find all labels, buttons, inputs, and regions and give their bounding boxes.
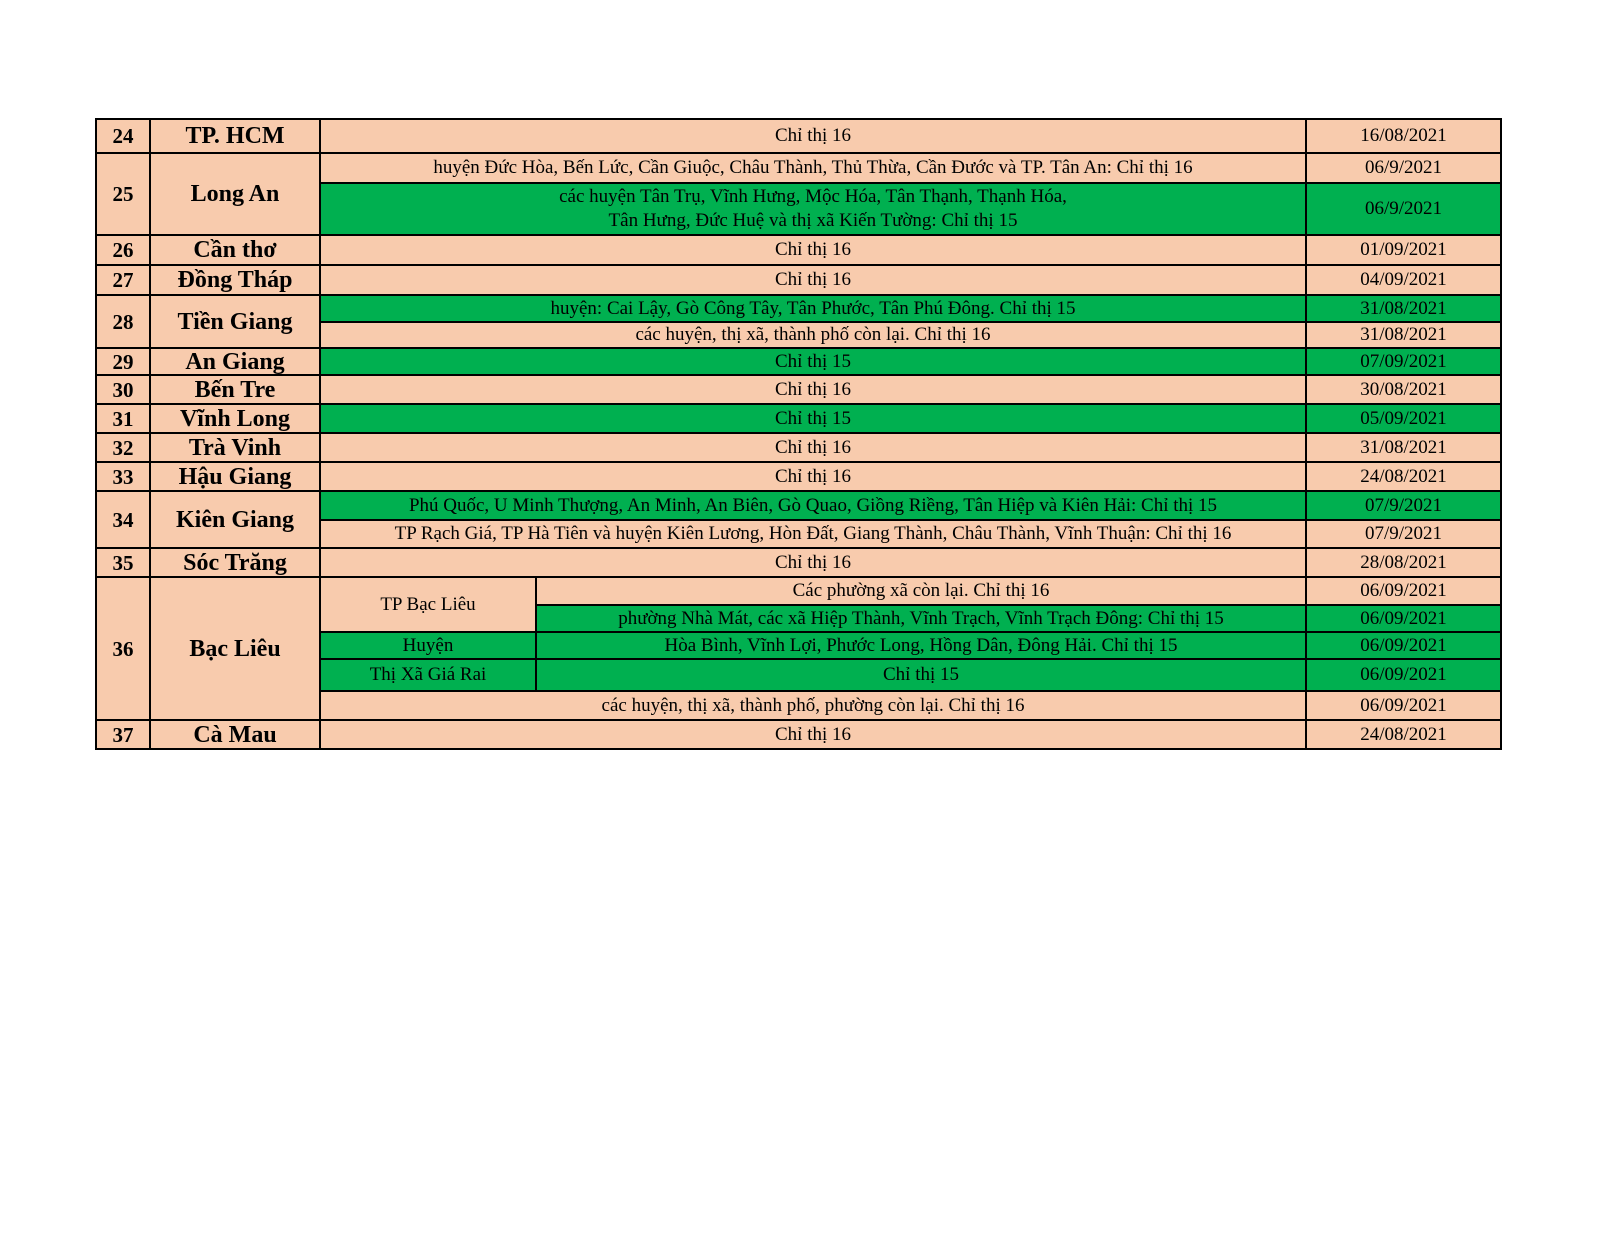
area-directive: Chỉ thị 16: [320, 433, 1306, 462]
area-directive: Chỉ thị 16: [320, 265, 1306, 295]
effective-date: 30/08/2021: [1306, 375, 1501, 404]
row-number: 35: [96, 548, 150, 577]
table-body: [96, 119, 1501, 749]
area-directive: Chỉ thị 16: [320, 548, 1306, 577]
effective-date: 31/08/2021: [1306, 433, 1501, 462]
row-number: 37: [96, 720, 150, 749]
effective-date: 06/09/2021: [1306, 632, 1501, 659]
row-number: 32: [96, 433, 150, 462]
effective-date: 01/09/2021: [1306, 235, 1501, 265]
table-row: [96, 548, 1501, 577]
area-directive: huyện: Cai Lậy, Gò Công Tây, Tân Phước, Tân Phú Đông. Chỉ thị 15: [320, 295, 1306, 322]
province-name: Đồng Tháp: [150, 265, 320, 295]
table-row: [96, 348, 1501, 375]
table-row: [96, 404, 1501, 433]
area-directive: các huyện, thị xã, thành phố, phường còn lại. Chỉ thị 16: [320, 691, 1306, 720]
effective-date: 31/08/2021: [1306, 295, 1501, 322]
province-name: Bạc Liêu: [150, 577, 320, 720]
effective-date: 07/9/2021: [1306, 491, 1501, 520]
area-directive: các huyện, thị xã, thành phố còn lại. Chỉ thị 16: [320, 322, 1306, 348]
province-name: An Giang: [150, 348, 320, 375]
province-name: Sóc Trăng: [150, 548, 320, 577]
table-row: [96, 375, 1501, 404]
area-directive: Chỉ thị 16: [320, 720, 1306, 749]
row-number: 26: [96, 235, 150, 265]
effective-date: 06/9/2021: [1306, 183, 1501, 235]
province-name: Long An: [150, 153, 320, 235]
area-directive: Chỉ thị 15: [536, 659, 1306, 691]
row-number: 33: [96, 462, 150, 491]
area-directive: Hòa Bình, Vĩnh Lợi, Phước Long, Hồng Dân, Đông Hải. Chỉ thị 15: [536, 632, 1306, 659]
table-row: [96, 119, 1501, 153]
province-name: Hậu Giang: [150, 462, 320, 491]
area-directive: Chỉ thị 16: [320, 119, 1306, 153]
area-directive: huyện Đức Hòa, Bến Lức, Cần Giuộc, Châu Thành, Thủ Thừa, Cần Đước và TP. Tân An: Chỉ thị 16: [320, 153, 1306, 183]
effective-date: 06/9/2021: [1306, 153, 1501, 183]
table-row: [96, 462, 1501, 491]
table-row: [96, 295, 1501, 322]
area-directive: phường Nhà Mát, các xã Hiệp Thành, Vĩnh Trạch, Vĩnh Trạch Đông: Chỉ thị 15: [536, 605, 1306, 632]
area-directive: TP Rạch Giá, TP Hà Tiên và huyện Kiên Lương, Hòn Đất, Giang Thành, Châu Thành, Vĩnh Thuận: Chỉ thị 16: [320, 520, 1306, 548]
row-number: 24: [96, 119, 150, 153]
effective-date: 16/08/2021: [1306, 119, 1501, 153]
effective-date: 07/09/2021: [1306, 348, 1501, 375]
effective-date: 06/09/2021: [1306, 605, 1501, 632]
table-row: [96, 433, 1501, 462]
province-name: Kiên Giang: [150, 491, 320, 548]
table-row: [96, 153, 1501, 183]
area-directive: Chỉ thị 16: [320, 375, 1306, 404]
effective-date: 28/08/2021: [1306, 548, 1501, 577]
province-name: Vĩnh Long: [150, 404, 320, 433]
table-row: [96, 491, 1501, 520]
table-row: [96, 235, 1501, 265]
row-number: 27: [96, 265, 150, 295]
effective-date: 04/09/2021: [1306, 265, 1501, 295]
province-name: TP. HCM: [150, 119, 320, 153]
row-number: 31: [96, 404, 150, 433]
row-number: 29: [96, 348, 150, 375]
table-row: [96, 577, 1501, 605]
effective-date: 06/09/2021: [1306, 691, 1501, 720]
area-directive: Chỉ thị 16: [320, 235, 1306, 265]
effective-date: 24/08/2021: [1306, 462, 1501, 491]
sub-area: Huyện: [320, 632, 536, 659]
row-number: 25: [96, 153, 150, 235]
province-name: Bến Tre: [150, 375, 320, 404]
row-number: 36: [96, 577, 150, 720]
effective-date: 24/08/2021: [1306, 720, 1501, 749]
province-name: Tiền Giang: [150, 295, 320, 348]
area-directive: Chỉ thị 15: [320, 404, 1306, 433]
effective-date: 31/08/2021: [1306, 322, 1501, 348]
area-directive: các huyện Tân Trụ, Vĩnh Hưng, Mộc Hóa, Tân Thạnh, Thạnh Hóa, Tân Hưng, Đức Huệ và thị xã Kiến Tường: Chỉ thị 15: [320, 183, 1306, 235]
effective-date: 06/09/2021: [1306, 659, 1501, 691]
row-number: 28: [96, 295, 150, 348]
effective-date: 05/09/2021: [1306, 404, 1501, 433]
sub-area: Thị Xã Giá Rai: [320, 659, 536, 691]
effective-date: 06/09/2021: [1306, 577, 1501, 605]
sub-area: TP Bạc Liêu: [320, 577, 536, 632]
area-directive: Các phường xã còn lại. Chỉ thị 16: [536, 577, 1306, 605]
area-directive: Chỉ thị 16: [320, 462, 1306, 491]
effective-date: 07/9/2021: [1306, 520, 1501, 548]
area-directive: Phú Quốc, U Minh Thượng, An Minh, An Biên, Gò Quao, Giồng Riềng, Tân Hiệp và Kiên Hải: Chỉ thị 15: [320, 491, 1306, 520]
province-name: Trà Vinh: [150, 433, 320, 462]
area-directive: Chỉ thị 15: [320, 348, 1306, 375]
table-row: [96, 720, 1501, 749]
row-number: 34: [96, 491, 150, 548]
provinces-table: [95, 118, 1502, 750]
province-name: Cần thơ: [150, 235, 320, 265]
row-number: 30: [96, 375, 150, 404]
table-row: [96, 265, 1501, 295]
province-name: Cà Mau: [150, 720, 320, 749]
